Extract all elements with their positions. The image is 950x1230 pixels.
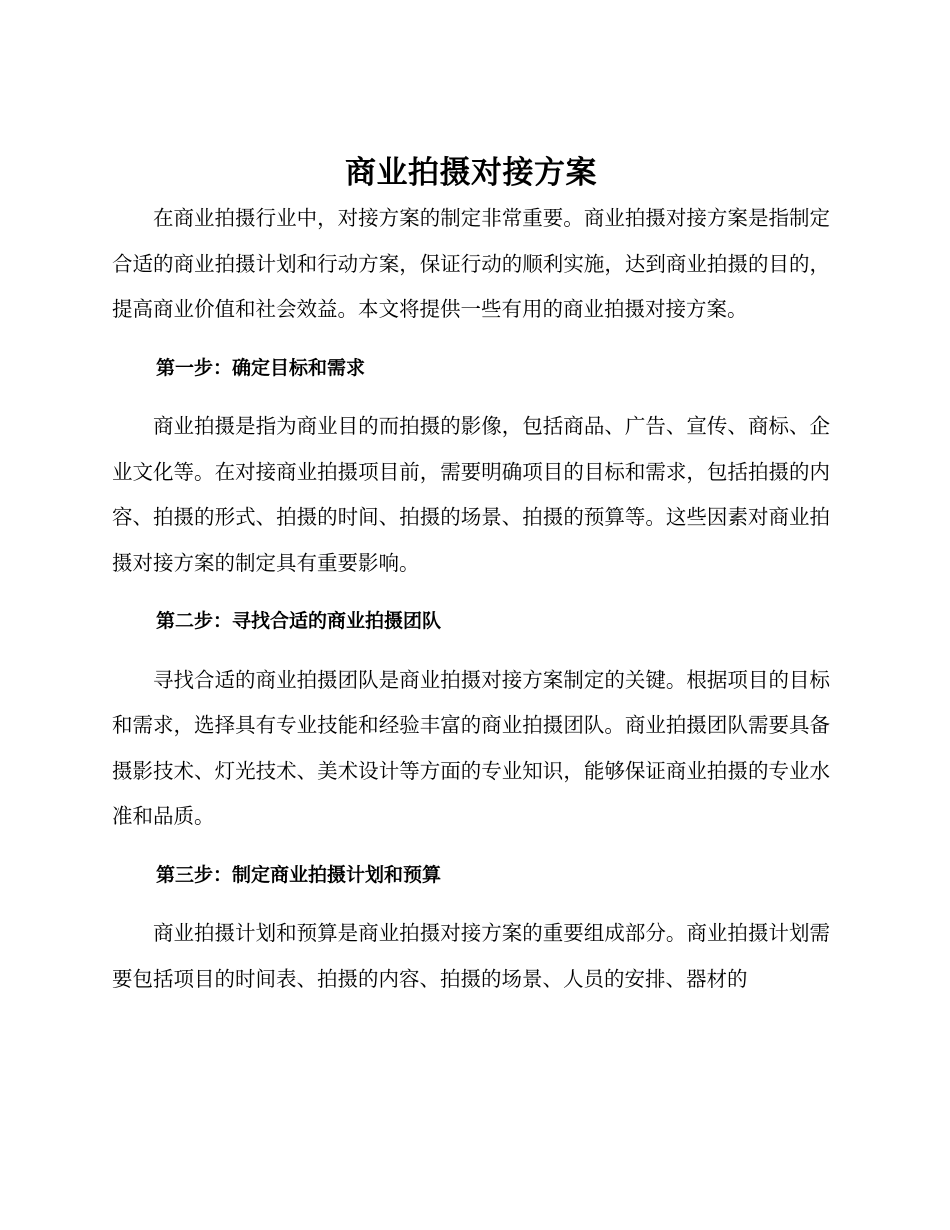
section-body-step-3: 商业拍摄计划和预算是商业拍摄对接方案的重要组成部分。商业拍摄计划需要包括项目的时间表、拍摄的内容、拍摄的场景、人员的安排、器材的 — [112, 921, 830, 991]
section-heading-step-2: 第二步：寻找合适的商业拍摄团队 — [156, 610, 442, 632]
document-page — [112, 150, 830, 1002]
section-heading-step-3: 第三步：制定商业拍摄计划和预算 — [156, 863, 442, 886]
section-heading-step-1: 第一步：确定目标和需求 — [156, 356, 366, 379]
document-title: 商业拍摄对接方案 — [345, 155, 597, 191]
section-body-step-1: 商业拍摄是指为商业目的而拍摄的影像，包括商品、广告、宣传、商标、企业文化等。在对接商业拍摄项目前，需要明确项目的目标和需求，包括拍摄的内容、拍摄的形式、拍摄的时间、拍摄的场景、拍摄的预算等。这些因素对商业拍摄对接方案的制定具有重要影响。 — [112, 414, 830, 575]
section-body-step-2: 寻找合适的商业拍摄团队是商业拍摄对接方案制定的关键。根据项目的目标和需求，选择具有专业技能和经验丰富的商业拍摄团队。商业拍摄团队需要具备摄影技术、灯光技术、美术设计等方面的专业知识，能够保证商业拍摄的专业水准和品质。 — [112, 667, 830, 828]
intro-paragraph: 在商业拍摄行业中，对接方案的制定非常重要。商业拍摄对接方案是指制定合适的商业拍摄计划和行动方案，保证行动的顺利实施，达到商业拍摄的目的，提高商业价值和社会效益。本文将提供一些有用的商业拍摄对接方案。 — [112, 206, 830, 321]
